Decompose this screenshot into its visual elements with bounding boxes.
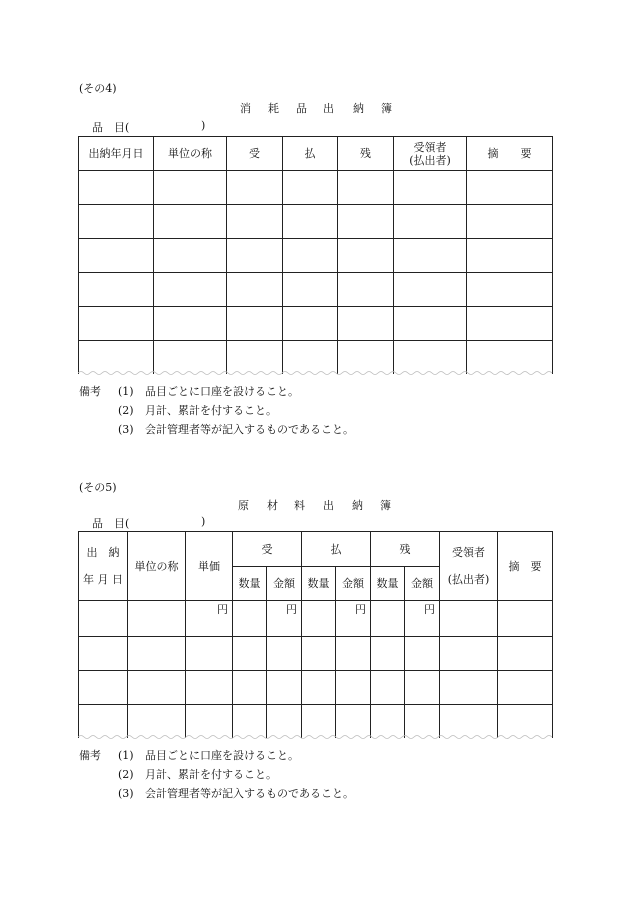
table-cell[interactable] [233,705,267,739]
note-number: (2) [118,768,134,781]
table-cell[interactable] [338,239,394,273]
table-cell[interactable] [186,671,233,705]
table-cell[interactable] [79,307,154,341]
table-cell[interactable] [154,341,227,375]
header-receive: 受 [233,532,302,567]
form5-title-char: 納 [352,499,363,512]
table-cell[interactable] [79,341,154,375]
table-cell[interactable] [79,637,128,671]
form4-title-char: 耗 [268,102,279,115]
header-amount: 金額 [267,567,302,601]
table-row [79,307,553,341]
note-number: (3) [118,423,134,436]
header-remarks: 摘 要 [467,137,553,171]
table-cell[interactable] [79,705,128,739]
note-item [79,784,499,803]
table-cell[interactable] [371,671,405,705]
table-cell[interactable] [233,671,267,705]
table-break-wave [78,734,553,740]
table-cell[interactable] [338,341,394,375]
form4-table [78,136,553,374]
yen-unit: 円 [267,601,302,637]
table-cell[interactable] [338,307,394,341]
notes-form4 [79,382,499,439]
table-row [79,601,553,637]
table-cell[interactable] [79,171,154,205]
table-cell[interactable] [371,601,405,637]
note-text: 品目ごとに口座を設けること。 [145,749,299,762]
form4-item-close: ) [201,119,206,132]
table-cell[interactable] [498,705,553,739]
header-unit: 単位の称 [128,532,186,601]
table-cell[interactable] [154,307,227,341]
header-recipient-line1: 受領者 [452,546,485,559]
table-cell[interactable] [467,171,553,205]
section-label-form5: (その5) [79,481,117,494]
table-cell[interactable] [336,637,371,671]
table-cell[interactable] [186,705,233,739]
table-cell[interactable] [128,637,186,671]
header-price: 単価 [186,532,233,601]
table-cell[interactable] [79,205,154,239]
table-cell[interactable] [267,705,302,739]
header-amount: 金額 [336,567,371,601]
table-cell[interactable] [227,273,283,307]
table-cell[interactable] [283,171,338,205]
note-item [79,420,499,439]
header-pay: 払 [283,137,338,171]
note-text: 月計、累計を付すること。 [145,768,277,781]
note-text: 月計、累計を付すること。 [145,404,277,417]
form4-title-char: 納 [353,102,364,115]
table-cell[interactable] [283,341,338,375]
table-cell[interactable] [233,637,267,671]
header-recipient [394,137,467,171]
table-cell[interactable] [302,637,336,671]
header-receive: 受 [227,137,283,171]
table-cell[interactable] [283,239,338,273]
header-quantity: 数量 [371,567,405,601]
table-cell[interactable] [283,205,338,239]
table-cell[interactable] [405,671,440,705]
note-number: (1) [118,385,134,398]
table-cell[interactable] [467,307,553,341]
table-row [79,671,553,705]
table-cell[interactable] [79,671,128,705]
table-cell[interactable] [338,273,394,307]
table-cell[interactable] [440,671,498,705]
form5-item-label: 品 目( [92,517,130,530]
table-cell[interactable] [302,601,336,637]
form5-table [78,531,553,738]
form4-title-char: 消 [240,102,251,115]
notes-label: 備考 [79,385,101,398]
note-item [79,382,499,401]
form5-title-char: 料 [294,499,305,512]
header-quantity: 数量 [233,567,267,601]
table-cell[interactable] [128,601,186,637]
table-cell[interactable] [498,637,553,671]
note-text: 会計管理者等が記入するものであること。 [145,787,354,800]
form5-item-close: ) [201,515,206,528]
table-cell[interactable] [227,171,283,205]
header-remarks: 摘 要 [498,532,553,601]
table-cell[interactable] [394,307,467,341]
note-text: 会計管理者等が記入するものであること。 [145,423,354,436]
form5-title-char: 材 [267,499,278,512]
table-cell[interactable] [267,637,302,671]
table-cell[interactable] [128,705,186,739]
table-row [79,273,553,307]
table-cell[interactable] [394,273,467,307]
header-remain: 残 [371,532,440,567]
notes-label: 備考 [79,749,101,762]
yen-unit: 円 [336,601,371,637]
header-unit: 単位の称 [154,137,227,171]
table-cell[interactable] [440,601,498,637]
yen-unit: 円 [186,601,233,637]
table-cell[interactable] [371,637,405,671]
table-cell[interactable] [440,637,498,671]
header-pay: 払 [302,532,371,567]
table-cell[interactable] [394,171,467,205]
table-cell[interactable] [79,601,128,637]
table-cell[interactable] [302,671,336,705]
table-cell[interactable] [283,307,338,341]
table-cell[interactable] [227,307,283,341]
note-text: 品目ごとに口座を設けること。 [145,385,299,398]
table-cell[interactable] [394,205,467,239]
note-number: (3) [118,787,134,800]
table-cell[interactable] [267,671,302,705]
header-date [79,532,128,601]
form4-title-char: 簿 [381,102,392,115]
table-cell[interactable] [336,705,371,739]
table-cell[interactable] [405,637,440,671]
header-recipient-line2: (払出者) [447,573,490,586]
table-cell[interactable] [394,239,467,273]
table-cell[interactable] [154,239,227,273]
section-label-form4: (その4) [79,82,117,95]
table-cell[interactable] [440,705,498,739]
table-cell[interactable] [338,205,394,239]
table-cell[interactable] [283,273,338,307]
table-cell[interactable] [405,705,440,739]
header-remain: 残 [338,137,394,171]
form4-title-char: 品 [296,102,307,115]
table-cell[interactable] [467,273,553,307]
table-cell[interactable] [467,205,553,239]
note-number: (1) [118,749,134,762]
table-cell[interactable] [338,171,394,205]
header-recipient [440,532,498,601]
table-row [79,205,553,239]
table-cell[interactable] [154,171,227,205]
table-cell[interactable] [498,601,553,637]
table-cell[interactable] [79,239,154,273]
table-row [79,341,553,375]
table-row [79,239,553,273]
table-cell[interactable] [227,239,283,273]
table-break-wave [78,370,553,376]
form5-title-char: 原 [238,499,249,512]
table-cell[interactable] [227,341,283,375]
table-cell[interactable] [498,671,553,705]
note-item [79,746,499,765]
header-date-line1: 出 納 [86,546,120,559]
form5-title-char: 出 [323,499,334,512]
table-cell[interactable] [336,671,371,705]
table-row [79,171,553,205]
header-date-line2: 年 月 日 [83,573,123,586]
table-cell[interactable] [186,637,233,671]
header-recipient-line2: (払出者) [409,153,451,167]
header-amount: 金額 [405,567,440,601]
table-cell[interactable] [302,705,336,739]
form4-item-label: 品 目( [92,121,130,134]
table-row [79,637,553,671]
form4-title-char: 出 [323,102,334,115]
header-quantity: 数量 [302,567,336,601]
notes-form5 [79,746,499,803]
table-cell[interactable] [394,341,467,375]
table-cell[interactable] [467,341,553,375]
table-cell[interactable] [227,205,283,239]
table-row [79,705,553,739]
yen-unit: 円 [405,601,440,637]
table-cell[interactable] [79,273,154,307]
header-date: 出納年月日 [79,137,154,171]
table-cell[interactable] [154,205,227,239]
header-recipient-line1: 受領者 [413,140,447,154]
note-item [79,765,499,784]
table-cell[interactable] [128,671,186,705]
table-cell[interactable] [154,273,227,307]
note-item [79,401,499,420]
table-cell[interactable] [371,705,405,739]
table-cell[interactable] [233,601,267,637]
table-cell[interactable] [467,239,553,273]
note-number: (2) [118,404,134,417]
form5-title-char: 簿 [380,499,391,512]
